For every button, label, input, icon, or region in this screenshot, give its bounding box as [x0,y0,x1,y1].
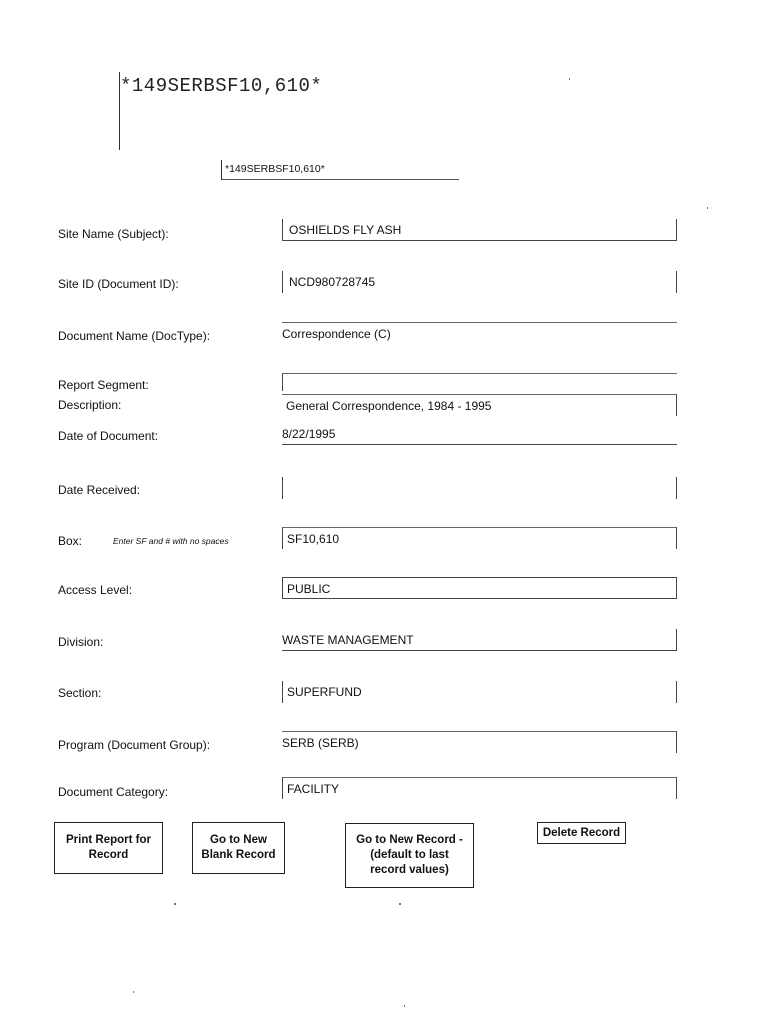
date-received-label: Date Received: [58,483,141,497]
new-default-label-line3: record values) [370,864,449,876]
row-description [0,394,770,424]
row-site-name [0,222,770,252]
report-segment-field[interactable] [282,373,677,391]
print-report-label-line1: Print Report for [66,834,151,846]
row-program [0,735,770,765]
print-report-button[interactable] [54,822,163,874]
site-id-label: Site ID (Document ID): [58,277,179,291]
new-blank-label-line1: Go to New [210,834,267,846]
doc-name-field[interactable]: Correspondence (C) [282,322,677,344]
doc-category-field[interactable]: FACILITY [282,777,677,799]
row-box [0,530,770,560]
date-of-document-field[interactable]: 8/22/1995 [282,423,677,445]
row-date-of-document [0,425,770,455]
new-blank-record-button[interactable] [192,822,285,874]
box-hint: Enter SF and # with no spaces [113,536,229,546]
box-field[interactable]: SF10,610 [282,527,677,549]
row-section [0,682,770,712]
program-field[interactable]: SERB (SERB) [282,731,677,753]
barcode-large: *149SERBSF10,610* [120,75,323,97]
new-blank-label-line2: Blank Record [201,849,276,861]
delete-record-button[interactable] [537,822,626,844]
box-label: Box: [58,534,83,548]
section-label: Section: [58,686,102,700]
date-received-field[interactable] [282,477,677,499]
description-field[interactable]: General Correspondence, 1984 - 1995 [282,394,677,416]
doc-name-label: Document Name (DocType): [58,329,211,343]
site-id-field[interactable]: NCD980728745 [282,271,677,293]
division-field[interactable]: WASTE MANAGEMENT [282,629,677,651]
report-segment-label: Report Segment: [58,378,149,392]
row-access-level [0,579,770,609]
access-level-label: Access Level: [58,583,133,597]
doc-category-label: Document Category: [58,785,169,799]
row-doc-category [0,781,770,811]
row-date-received [0,479,770,509]
scan-speck [133,991,134,993]
scan-speck [569,78,570,80]
print-report-label-line2: Record [88,849,129,861]
program-label: Program (Document Group): [58,738,211,752]
barcode-small: *149SERBSF10,610* [221,160,459,180]
site-name-label: Site Name (Subject): [58,227,169,241]
row-division [0,631,770,661]
access-level-field[interactable]: PUBLIC [282,577,677,599]
division-label: Division: [58,635,104,649]
delete-record-label: Delete Record [542,826,621,839]
new-default-label-line1: Go to New Record - [356,834,463,846]
section-field[interactable]: SUPERFUND [282,681,677,703]
new-default-label-line2: (default to last [370,849,449,861]
scan-speck [399,903,401,905]
description-label: Description: [58,398,122,412]
scan-speck [707,207,708,209]
row-site-id [0,272,770,302]
scan-speck [404,1005,405,1007]
scan-speck [174,903,176,905]
row-doc-name [0,325,770,355]
new-record-default-button[interactable] [345,823,474,888]
date-of-document-label: Date of Document: [58,429,159,443]
site-name-field[interactable]: OSHIELDS FLY ASH [282,219,677,241]
